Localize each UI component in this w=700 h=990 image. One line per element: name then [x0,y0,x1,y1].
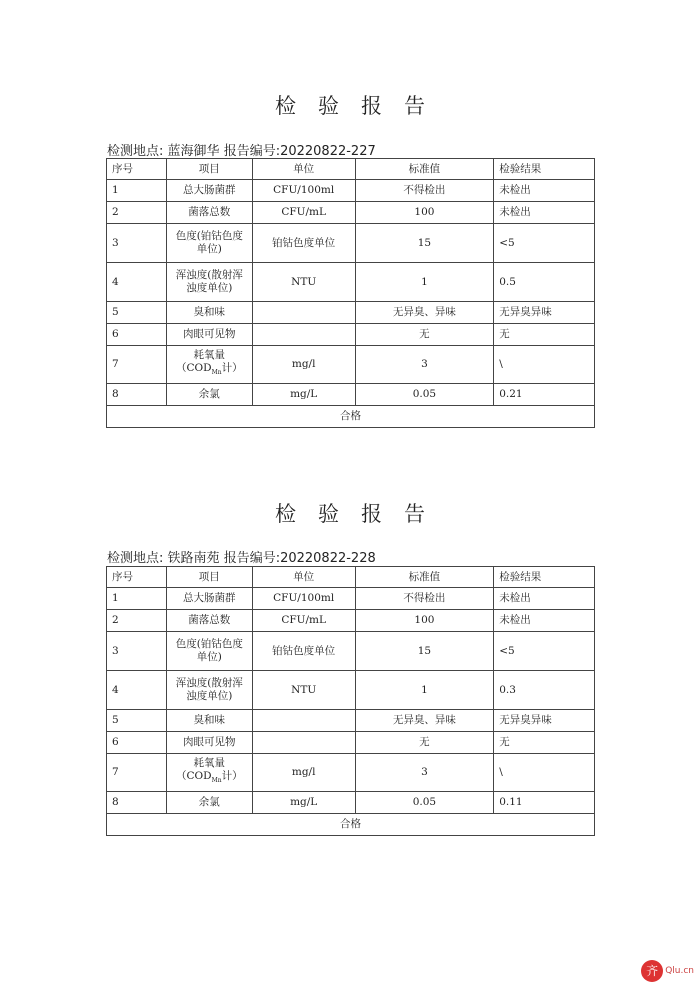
cell-item: 浑浊度(散射浑浊度单位) [166,671,252,710]
report-number-label: 报告编号: [223,144,281,159]
report-title: 检验报告 [275,502,447,526]
table-header-row [107,567,595,588]
report-table [106,566,595,836]
table-header-row [107,159,595,180]
report-number-value: 20220822-227 [280,144,376,159]
cell-no: 7 [107,754,167,792]
cell-unit: CFU/mL [252,610,355,632]
cell-result: 0.11 [494,792,595,814]
cell-standard: 无 [355,324,494,346]
cell-no: 4 [107,671,167,710]
cell-item [166,346,252,384]
cell-result: 无 [494,732,595,754]
cell-result: 未检出 [494,588,595,610]
report-table [106,158,595,428]
conclusion-cell: 合格 [107,406,595,428]
cell-item: 菌落总数 [166,202,252,224]
cell-no: 4 [107,263,167,302]
table-row [107,792,595,814]
cell-result: \ [494,754,595,792]
cell-standard: 1 [355,263,494,302]
table-row [107,180,595,202]
cell-no: 5 [107,302,167,324]
header-no: 序号 [107,567,167,588]
report-title: 检验报告 [275,94,447,118]
cell-standard: 无 [355,732,494,754]
cell-no: 7 [107,346,167,384]
table-row [107,202,595,224]
cell-standard: 0.05 [355,792,494,814]
cell-unit: mg/L [252,792,355,814]
conclusion-cell: 合格 [107,814,595,836]
cell-no: 3 [107,632,167,671]
item-text-tail: 计） [221,362,243,375]
header-no: 序号 [107,159,167,180]
cell-unit: CFU/mL [252,202,355,224]
cell-no: 3 [107,224,167,263]
cell-standard: 3 [355,754,494,792]
cell-result: 未检出 [494,202,595,224]
cell-unit: 铂钴色度单位 [252,224,355,263]
item-text: 耗氧量（COD [176,349,226,375]
header-result: 检验结果 [494,159,595,180]
report-meta [107,140,376,159]
cell-item: 臭和味 [166,710,252,732]
header-unit: 单位 [252,567,355,588]
watermark [641,960,694,982]
cell-item: 臭和味 [166,302,252,324]
cell-result: 未检出 [494,610,595,632]
cell-item: 色度(铂钴色度单位) [166,224,252,263]
table-row [107,384,595,406]
header-item: 项目 [166,159,252,180]
cell-standard: 无异臭、异味 [355,302,494,324]
header-result: 检验结果 [494,567,595,588]
table-row [107,263,595,302]
cell-item: 肉眼可见物 [166,732,252,754]
cell-standard: 不得检出 [355,180,494,202]
cell-no: 6 [107,324,167,346]
conclusion-row [107,814,595,836]
cell-result: 0.21 [494,384,595,406]
cell-unit [252,710,355,732]
cell-no: 1 [107,588,167,610]
cell-result: <5 [494,224,595,263]
watermark-text: Qlu.cn [665,966,694,976]
header-unit: 单位 [252,159,355,180]
cell-standard: 3 [355,346,494,384]
cell-no: 8 [107,384,167,406]
cell-item: 总大肠菌群 [166,180,252,202]
table-row [107,710,595,732]
cell-item: 余氯 [166,384,252,406]
table-row [107,346,595,384]
cell-standard: 100 [355,202,494,224]
cell-unit: CFU/100ml [252,180,355,202]
cell-unit: 铂钴色度单位 [252,632,355,671]
conclusion-row [107,406,595,428]
cell-item: 色度(铂钴色度单位) [166,632,252,671]
cell-standard: 0.05 [355,384,494,406]
item-text: 耗氧量（COD [176,757,226,783]
cell-item: 菌落总数 [166,610,252,632]
table-row [107,224,595,263]
table-row [107,324,595,346]
cell-unit [252,302,355,324]
table-row [107,610,595,632]
cell-standard: 1 [355,671,494,710]
cell-result: 0.3 [494,671,595,710]
cell-no: 8 [107,792,167,814]
location-value: 铁路南苑 [167,551,220,566]
cell-standard: 不得检出 [355,588,494,610]
table-row [107,754,595,792]
cell-unit: NTU [252,263,355,302]
report-number-value: 20220822-228 [280,551,376,566]
cell-unit: mg/L [252,384,355,406]
cell-item: 总大肠菌群 [166,588,252,610]
watermark-logo: 齐 [641,960,663,982]
cell-result: 无异臭异味 [494,302,595,324]
cell-unit: mg/l [252,754,355,792]
table-row [107,588,595,610]
cell-standard: 100 [355,610,494,632]
cell-result: 无 [494,324,595,346]
cell-unit: mg/l [252,346,355,384]
location-value: 蓝海御华 [167,144,220,159]
cell-unit [252,324,355,346]
header-standard: 标准值 [355,567,494,588]
report-number-label: 报告编号: [223,551,281,566]
table-row [107,632,595,671]
item-subscript: Mn [211,777,222,785]
cell-no: 2 [107,202,167,224]
cell-no: 2 [107,610,167,632]
cell-result: 未检出 [494,180,595,202]
cell-unit: CFU/100ml [252,588,355,610]
item-text-tail: 计） [221,770,243,783]
report-meta [107,547,376,566]
cell-no: 5 [107,710,167,732]
item-subscript: Mn [211,369,222,377]
cell-standard: 15 [355,632,494,671]
cell-unit [252,732,355,754]
cell-result: <5 [494,632,595,671]
cell-item: 浑浊度(散射浑浊度单位) [166,263,252,302]
cell-result: \ [494,346,595,384]
header-item: 项目 [166,567,252,588]
table-row [107,671,595,710]
cell-standard: 无异臭、异味 [355,710,494,732]
table-row [107,302,595,324]
cell-item [166,754,252,792]
cell-no: 6 [107,732,167,754]
cell-item: 肉眼可见物 [166,324,252,346]
cell-no: 1 [107,180,167,202]
cell-unit: NTU [252,671,355,710]
table-row [107,732,595,754]
cell-result: 0.5 [494,263,595,302]
header-standard: 标准值 [355,159,494,180]
cell-item: 余氯 [166,792,252,814]
location-label: 检测地点: [107,551,164,566]
cell-result: 无异臭异味 [494,710,595,732]
location-label: 检测地点: [107,144,164,159]
cell-standard: 15 [355,224,494,263]
